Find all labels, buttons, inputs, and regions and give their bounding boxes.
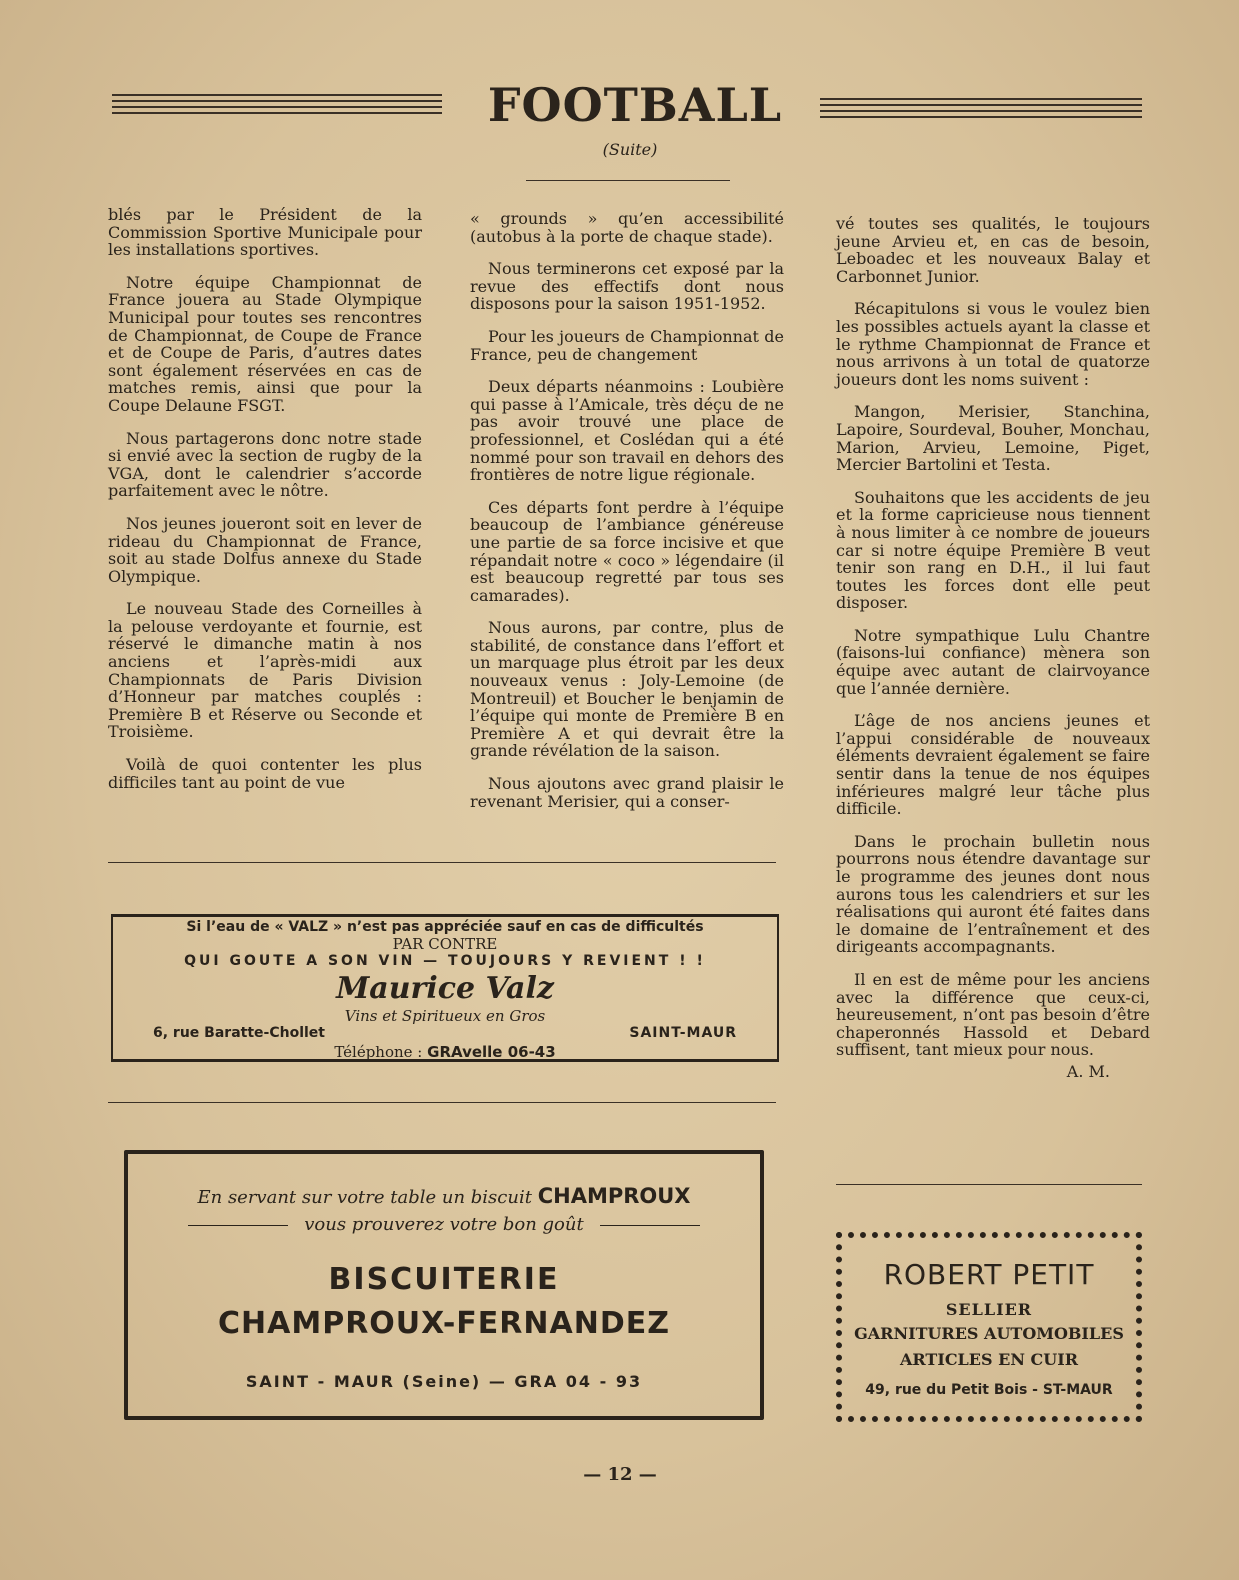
ad-maurice-valz: [111, 914, 779, 1062]
ad-biscuit-brand: CHAMPROUX: [537, 1184, 691, 1208]
divider-right-column: [836, 1184, 1142, 1185]
ad-valz-phone-label: Téléphone :: [334, 1043, 423, 1061]
ad-valz-line1: Si l’eau de « VALZ » n’est pas appréciée sauf en cas de difficultés: [186, 919, 704, 935]
paragraph: Nous ajoutons avec grand plaisir le revenant Merisier, qui a conser-: [470, 774, 784, 811]
ad-valz-line2: PAR CONTRE: [392, 935, 498, 953]
divider-above-valz: [108, 862, 776, 863]
ad-valz-address: 6, rue Baratte-Chollet: [153, 1025, 325, 1041]
ad-biscuit-line2-text: vous prouverez votre bon goût: [304, 1214, 584, 1235]
paragraph: Nous aurons, par contre, plus de stabilité, de constance dans l’effort et un marquage plus étroit par les deux nouveaux venus : Joly-Lemoine (de Montreuil) et Boucher le benjamin de l’équipe qui monte de Première B en Première A et qui devrait être la grande révélation de la saison.: [470, 618, 784, 761]
article-column-1: [108, 206, 422, 806]
paragraph: Voilà de quoi contenter les plus difficiles tant au point de vue: [108, 755, 422, 792]
header-rule-right: [820, 98, 1142, 124]
ad-petit-line1: SELLIER: [945, 1300, 1033, 1319]
paragraph: Ces départs font perdre à l’équipe beaucoup de l’ambiance généreuse une partie de sa force incisive et que répandait notre « coco » légendaire (il est beaucoup regretté par tous ses camarades).: [470, 497, 784, 605]
ad-petit-address: 49, rue du Petit Bois - ST-MAUR: [865, 1382, 1113, 1398]
paragraph: Récapitulons si vous le voulez bien les possibles actuels ayant la classe et le rythme Championnat de France et nous arrivons à un total de quatorze joueurs dont les noms suivent :: [836, 299, 1150, 389]
ad-valz-city: SAINT-MAUR: [629, 1025, 737, 1041]
paragraph: Nous partagerons donc notre stade si envié avec la section de rugby de la VGA, dont le calendrier s’accorde parfaitement avec le nôtre.: [108, 428, 422, 501]
ad-biscuiterie: [124, 1150, 764, 1420]
author-signature: A. M.: [1066, 1061, 1110, 1081]
ad-robert-petit: [836, 1232, 1142, 1422]
ad-biscuit-line2: [128, 1214, 760, 1235]
page-number: — 12 —: [583, 1464, 657, 1485]
ad-biscuit-name2: CHAMPROUX-FERNANDEZ: [218, 1306, 670, 1341]
ad-petit-name: ROBERT PETIT: [883, 1258, 1095, 1291]
paragraph: Le nouveau Stade des Corneilles à la pelouse verdoyante et fournie, est réservé le dimanche matin à nos anciens et l’après-midi aux Championnats de Paris Division d’Honneur par matches couplés : Première B et Réserve ou Seconde et Troisième.: [108, 599, 422, 742]
paragraph: Dans le prochain bulletin nous pourrons nous étendre davantage sur le programme des jeunes dont nous aurons tous les calendriers et sur les réalisations qui auront été faites dans le domaine de l’entraînement et des dirigeants accompagnants.: [836, 831, 1150, 957]
paragraph: L’âge de nos anciens jeunes et l’appui considérable de nouveaux éléments devraient également se faire sentir dans la tenue de nos équipes inférieures malgré leur tâche plus difficile.: [836, 711, 1150, 819]
page-subtitle: (Suite): [602, 140, 658, 159]
paragraph: Notre sympathique Lulu Chantre (faisons-lui confiance) mènera son équipe avec autant de clairvoyance que l’année dernière.: [836, 625, 1150, 698]
paragraph: Souhaitons que les accidents de jeu et la forme capricieuse nous tiennent à nous limiter à ce nombre de joueurs car si notre équipe Première B veut tenir son rang en D.H., il lui faut toutes les forces dont elle peut disposer.: [836, 487, 1150, 613]
page-title: FOOTBALL: [487, 78, 783, 132]
ad-valz-line3: QUI GOUTE A SON VIN — TOUJOURS Y REVIENT ! !: [184, 953, 706, 969]
paragraph: Nous terminerons cet exposé par la revue des effectifs dont nous disposons pour la saison 1951-1952.: [470, 259, 784, 314]
ad-valz-phone-line: [113, 1043, 777, 1061]
paragraph: Nos jeunes joueront soit en lever de rideau du Championnat de France, soit au stade Dolfus annexe du Stade Olympique.: [108, 513, 422, 586]
subtitle-divider: [526, 180, 730, 181]
paragraph: Pour les joueurs de Championnat de France, peu de changement: [470, 326, 784, 364]
paragraph: Il en est de même pour les anciens avec la différence que ceux-ci, heureusement, n’ont pas besoin d’être chaperonnés Hassold et Debard suffisent, tant mieux pour nous.: [836, 969, 1150, 1060]
header-rule-left: [112, 94, 442, 120]
ad-biscuit-address: SAINT - MAUR (Seine) — GRA 04 - 93: [245, 1372, 643, 1391]
article-column-3: [836, 215, 1150, 1081]
ad-biscuit-line1: [128, 1184, 760, 1208]
paragraph: vé toutes ses qualités, le toujours jeune Arvieu et, en cas de besoin, Leboadec et les nouveaux Balay et Carbonnet Junior.: [836, 214, 1150, 286]
ad-petit-line2: GARNITURES AUTOMOBILES: [854, 1324, 1124, 1343]
player-list: Mangon, Merisier, Stanchina, Lapoire, Sourdeval, Bouher, Monchau, Marion, Arvieu, Lemoine, Piget, Mercier Bartolini et Testa.: [836, 402, 1150, 475]
paragraph: « grounds » qu’en accessibilité (autobus à la porte de chaque stade).: [470, 209, 784, 246]
article-column-2: [470, 210, 784, 825]
ad-biscuit-name1: BISCUITERIE: [328, 1262, 560, 1297]
paragraph: Notre équipe Championnat de France jouera au Stade Olympique Municipal pour toutes ses rencontres de Championnat, de Coupe de France et de Coupe de Paris, d’autres dates sont également réservées en cas de matches remis, ainsi que pour la Coupe Delaune FSGT.: [108, 272, 422, 415]
ad-valz-phone: GRAvelle 06-43: [427, 1043, 556, 1061]
divider-below-valz: [108, 1102, 776, 1103]
ad-petit-line3: ARTICLES EN CUIR: [900, 1350, 1078, 1369]
ad-biscuit-line1-text: En servant sur votre table un biscuit: [197, 1187, 532, 1208]
paragraph: blés par le Président de la Commission Sportive Municipale pour les installations sportives.: [108, 205, 422, 260]
ad-valz-tagline: Vins et Spiritueux en Gros: [344, 1007, 546, 1025]
ad-biscuit-dash-right: [600, 1225, 700, 1226]
ad-valz-name: Maurice Valz: [336, 971, 554, 1006]
paragraph: Deux départs néanmoins : Loubière qui passe à l’Amicale, très déçu de ne pas avoir trouvé une place de professionnel, et Coslédan qui a été nommé pour son travail en dehors des frontières de notre ligue régionale.: [470, 377, 784, 485]
ad-biscuit-dash-left: [188, 1225, 288, 1226]
